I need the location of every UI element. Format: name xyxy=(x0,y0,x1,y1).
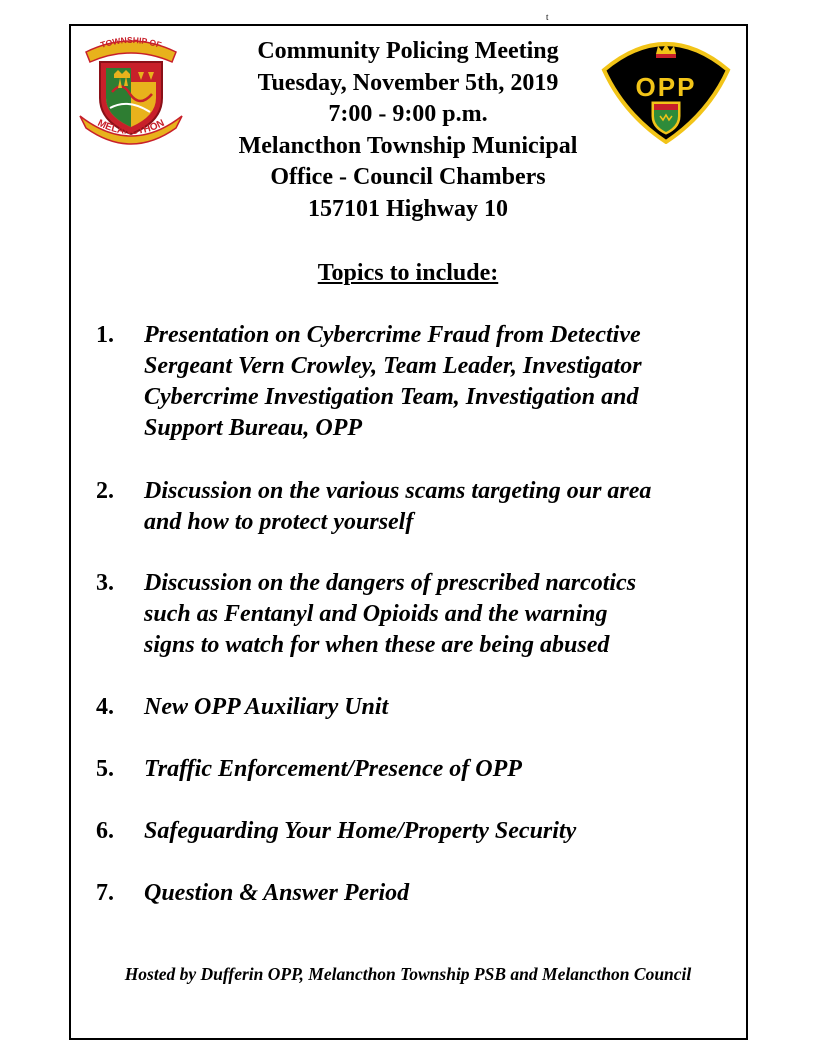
topic-number: 2. xyxy=(96,478,114,504)
topic-text xyxy=(144,568,734,661)
crest-top-text: TOWNSHIP OF xyxy=(99,34,163,50)
meeting-date: Tuesday, November 5th, 2019 xyxy=(257,69,559,96)
topic-line: and how to protect yourself xyxy=(144,509,414,535)
crest-bottom-text: MELANCTHON xyxy=(95,117,167,138)
topic-text xyxy=(144,878,734,909)
opp-badge-text: OPP xyxy=(635,72,697,102)
topic-line: Question & Answer Period xyxy=(144,880,410,906)
meeting-location-line-1: Melancthon Township Municipal xyxy=(238,132,578,159)
meeting-time: 7:00 - 9:00 p.m. xyxy=(328,101,488,127)
topic-line: such as Fentanyl and Opioids and the warning xyxy=(144,601,608,627)
topic-line: Discussion on the various scams targeting our area xyxy=(144,478,652,504)
topic-line: Sergeant Vern Crowley, Team Leader, Investigator xyxy=(144,353,642,379)
topic-number: 6. xyxy=(96,818,114,844)
topic-text xyxy=(144,692,734,723)
meeting-title: Community Policing Meeting xyxy=(257,38,559,64)
topic-number: 1. xyxy=(96,322,114,348)
meeting-header xyxy=(160,36,656,225)
topic-text xyxy=(144,816,734,847)
topic-line: New OPP Auxiliary Unit xyxy=(144,694,389,720)
topic-line: Presentation on Cybercrime Fraud from Detective xyxy=(144,322,641,348)
hosted-by-footer: Hosted by Dufferin OPP, Melancthon Township PSB and Melancthon Council xyxy=(124,964,692,984)
topics-heading: Topics to include: xyxy=(317,260,499,286)
topic-number: 5. xyxy=(96,756,114,782)
meeting-address: 157101 Highway 10 xyxy=(307,195,508,222)
topic-line: Cybercrime Investigation Team, Investigation and xyxy=(144,384,639,410)
page-mark: t xyxy=(546,12,549,22)
topic-text xyxy=(144,320,734,444)
topic-line: Safeguarding Your Home/Property Security xyxy=(144,818,577,844)
topic-line: Support Bureau, OPP xyxy=(144,415,363,441)
topic-number: 3. xyxy=(96,570,114,596)
topic-number: 4. xyxy=(96,694,114,720)
topic-line: Traffic Enforcement/Presence of OPP xyxy=(144,756,522,782)
topic-line: Discussion on the dangers of prescribed narcotics xyxy=(144,570,637,596)
topic-text xyxy=(144,754,734,785)
topic-text xyxy=(144,476,734,538)
topic-line: signs to watch for when these are being abused xyxy=(144,632,610,658)
topic-number: 7. xyxy=(96,880,114,906)
meeting-location-line-2: Office - Council Chambers xyxy=(270,164,546,190)
